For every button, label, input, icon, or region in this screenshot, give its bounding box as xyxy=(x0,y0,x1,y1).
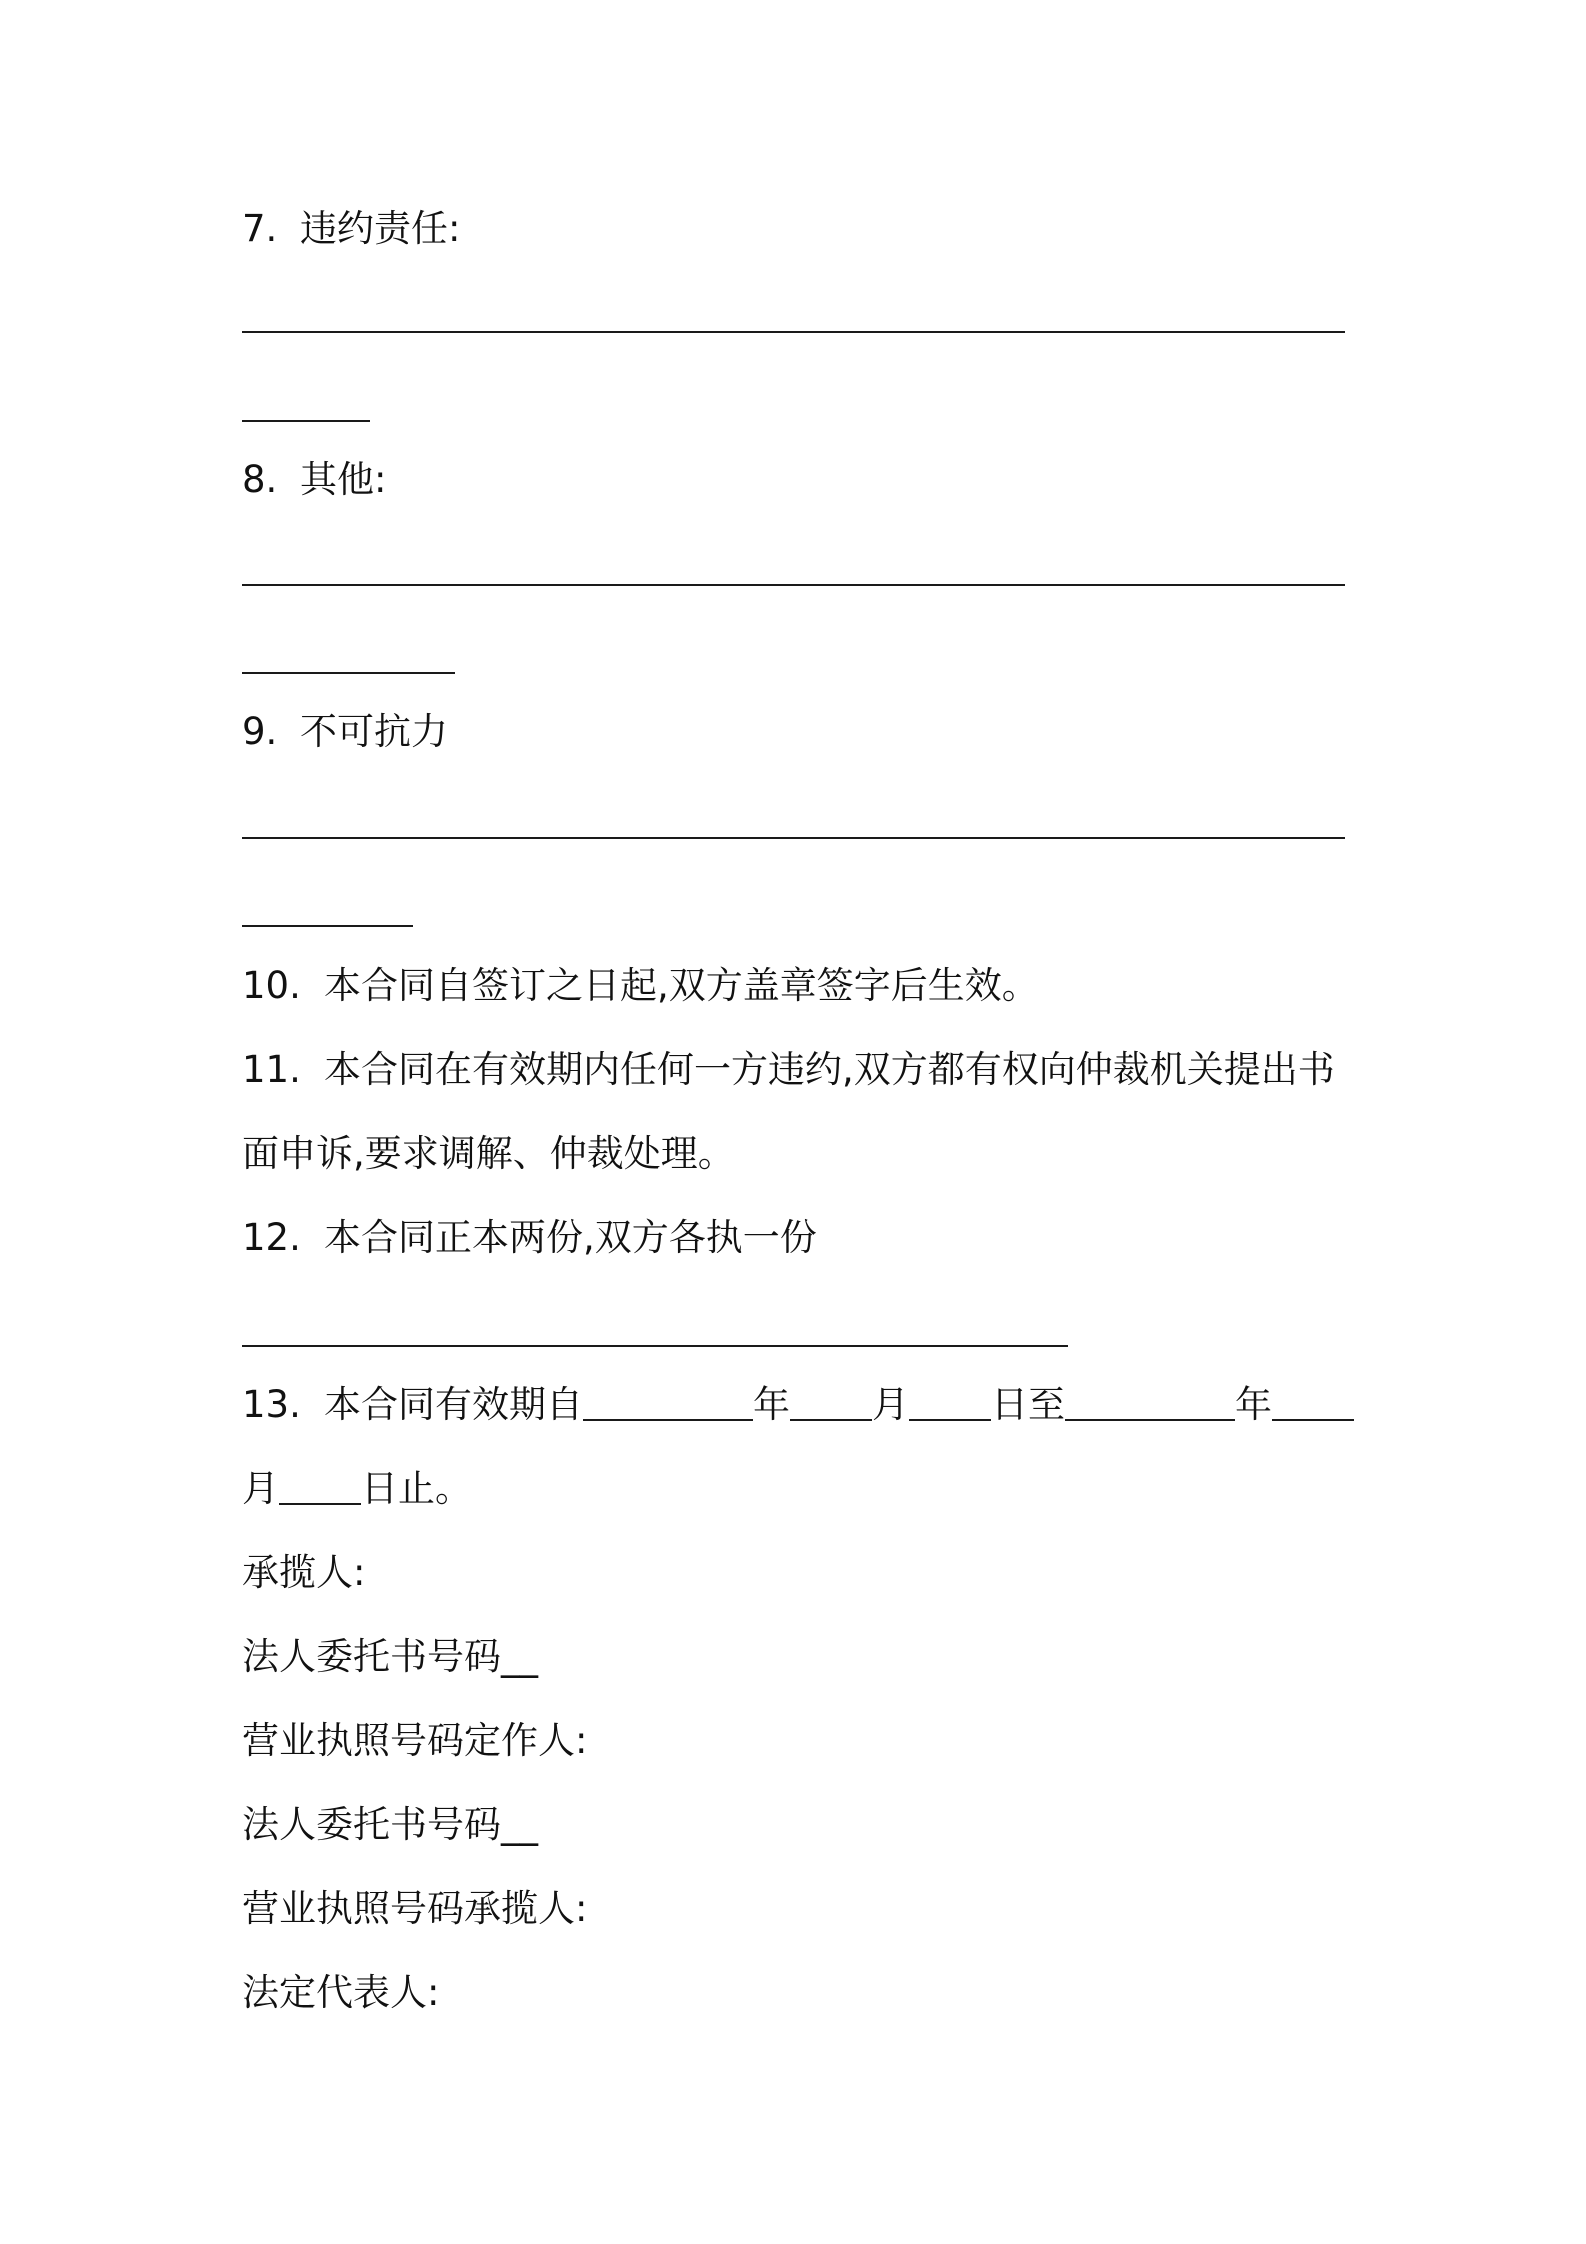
year-label: 年 xyxy=(1235,1383,1272,1426)
fill-line[interactable] xyxy=(242,672,455,674)
day-end-label: 日止。 xyxy=(361,1467,472,1510)
proxy-number-field[interactable]: 法人委托书号码__ xyxy=(242,1803,538,1846)
license-ordering-party-field[interactable]: 营业执照号码定作人: xyxy=(242,1719,588,1762)
fill-line[interactable] xyxy=(242,837,1345,839)
start-year-blank[interactable] xyxy=(583,1385,753,1421)
clause-9 xyxy=(242,708,448,756)
clause-13 xyxy=(242,1381,1354,1429)
day-to-label: 日至 xyxy=(991,1383,1065,1426)
clause-text: 不可抗力 xyxy=(300,710,448,753)
end-year-blank[interactable] xyxy=(1065,1385,1235,1421)
clause-text: 面申诉,要求调解、仲裁处理。 xyxy=(242,1132,735,1175)
clause-13-cont xyxy=(242,1465,472,1513)
clause-text: 其他: xyxy=(300,458,387,501)
clause-8 xyxy=(242,456,386,504)
clause-11 xyxy=(242,1046,1335,1094)
license-contractor-field[interactable]: 营业执照号码承揽人: xyxy=(242,1887,588,1930)
clause-10 xyxy=(242,962,1039,1010)
fill-line[interactable] xyxy=(242,584,1345,586)
clause-number: 13. xyxy=(242,1383,301,1426)
clause-number: 8. xyxy=(242,458,278,501)
clause-number: 10. xyxy=(242,964,301,1007)
end-day-blank[interactable] xyxy=(279,1469,361,1505)
clause-number: 12. xyxy=(242,1216,301,1259)
clause-number: 9. xyxy=(242,710,278,753)
proxy-number-field[interactable]: 法人委托书号码__ xyxy=(242,1635,538,1678)
fill-line[interactable] xyxy=(242,1345,1068,1347)
fill-line[interactable] xyxy=(242,420,370,422)
clause-number: 7. xyxy=(242,207,278,250)
clause-number: 11. xyxy=(242,1048,301,1091)
month-label: 月 xyxy=(242,1467,279,1510)
start-day-blank[interactable] xyxy=(909,1385,991,1421)
start-month-blank[interactable] xyxy=(790,1385,872,1421)
clause-7 xyxy=(242,205,460,253)
year-label: 年 xyxy=(753,1383,790,1426)
clause-text: 本合同在有效期内任何一方违约,双方都有权向仲裁机关提出书 xyxy=(324,1048,1335,1091)
month-label: 月 xyxy=(872,1383,909,1426)
clause-text: 违约责任: xyxy=(300,207,461,250)
contractor-label: 承揽人: xyxy=(242,1551,366,1594)
clause-11-cont xyxy=(242,1130,735,1178)
end-month-blank[interactable] xyxy=(1272,1385,1354,1421)
clause-text: 本合同有效期自 xyxy=(324,1383,583,1426)
clause-12 xyxy=(242,1214,817,1262)
clause-text: 本合同正本两份,双方各执一份 xyxy=(324,1216,817,1259)
fill-line[interactable] xyxy=(242,331,1345,333)
legal-representative-field[interactable]: 法定代表人: xyxy=(242,1971,440,2014)
clause-text: 本合同自签订之日起,双方盖章签字后生效。 xyxy=(324,964,1039,1007)
fill-line[interactable] xyxy=(242,925,413,927)
